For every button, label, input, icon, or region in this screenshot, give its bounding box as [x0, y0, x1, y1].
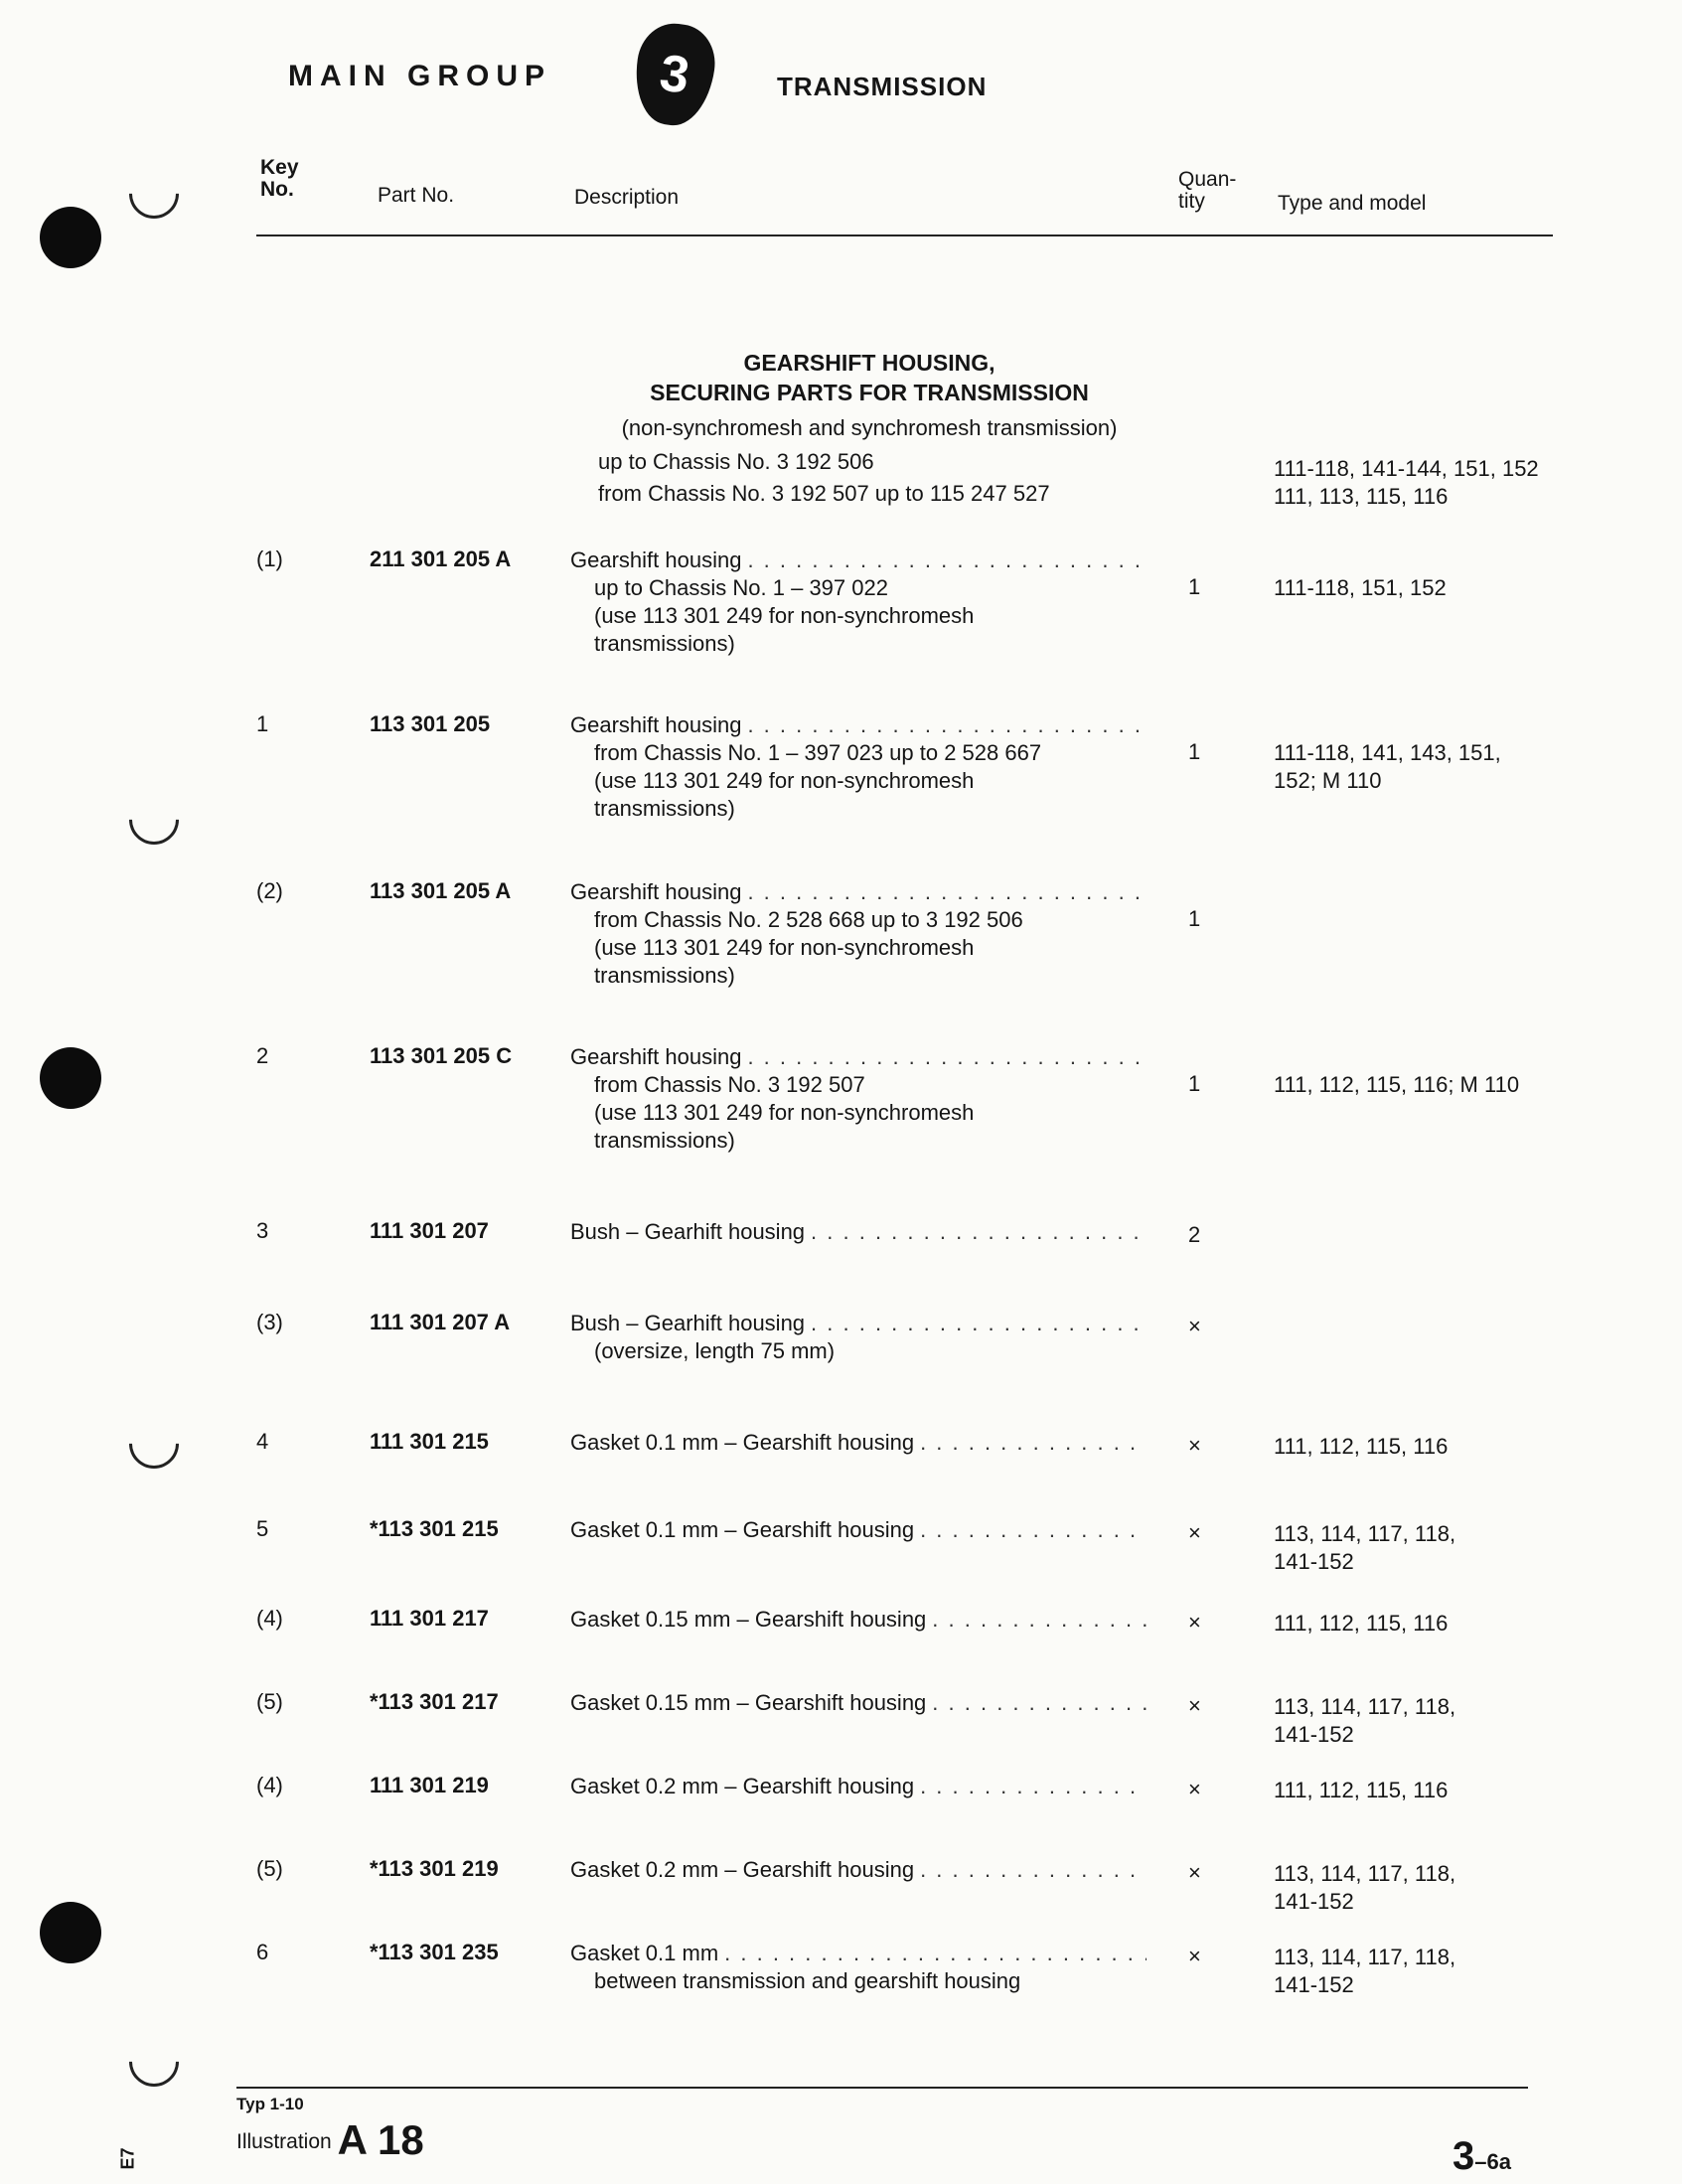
quantity: × [1188, 1314, 1201, 1338]
quantity: × [1188, 1433, 1201, 1458]
type-model-line: 141-152 [1274, 1889, 1354, 1914]
type-model-line: 111, 112, 115, 116 [1274, 1611, 1449, 1636]
type-model-line: 111-118, 151, 152 [1274, 575, 1447, 600]
table-row [0, 711, 1682, 851]
quantity: 1 [1188, 739, 1201, 764]
quantity: × [1188, 1860, 1201, 1885]
footer-rule [236, 2087, 1528, 2089]
description-detail: (oversize, length 75 mm) [594, 1338, 836, 1363]
col-type-model: Type and model [1278, 192, 1427, 215]
description-detail: from Chassis No. 1 – 397 023 up to 2 528 667 [594, 740, 1042, 765]
description-detail: from Chassis No. 3 192 507 [594, 1072, 865, 1097]
section-title-1: GEARSHIFT HOUSING, [743, 350, 995, 376]
part-number: 113 301 205 A [370, 878, 512, 903]
description-text: Gasket 0.1 mm – Gearshift housing [570, 1517, 915, 1542]
table-row [0, 878, 1682, 1017]
key-number: (4) [256, 1773, 283, 1797]
part-number: 111 301 219 [370, 1773, 489, 1797]
key-number: (4) [256, 1606, 283, 1631]
part-number: 211 301 205 A [370, 546, 512, 571]
description-detail: (use 113 301 249 for non-synchromesh [594, 1100, 975, 1125]
key-number: (3) [256, 1310, 283, 1334]
quantity: 1 [1188, 906, 1201, 931]
part-number: *113 301 217 [370, 1689, 499, 1714]
dot-leader [747, 711, 1147, 739]
col-key-no: Key No. [260, 156, 299, 201]
type-model [1274, 1610, 1448, 1638]
type-model-line: 152; M 110 [1274, 768, 1382, 793]
type-model [1274, 1071, 1519, 1099]
description [570, 1689, 1147, 1717]
quantity: × [1188, 1693, 1201, 1718]
footer-illustration: Illustration A 18 [236, 2116, 424, 2163]
description [570, 878, 1147, 990]
dot-leader [920, 1856, 1147, 1884]
part-number: 111 301 215 [370, 1429, 489, 1454]
key-number: (1) [256, 546, 283, 571]
description-detail: transmissions) [594, 1128, 735, 1153]
quantity: × [1188, 1610, 1201, 1635]
table-row [0, 1310, 1682, 1449]
type-model-line: 141-152 [1274, 1549, 1354, 1574]
type-model-line: 111-118, 141, 143, 151, [1274, 740, 1501, 765]
type-model [1274, 574, 1447, 602]
description-detail: between transmission and gearshift housing [594, 1968, 1021, 1993]
description-detail: transmissions) [594, 796, 735, 821]
type-model-line: 141-152 [1274, 1972, 1354, 1997]
description-detail: from Chassis No. 2 528 668 up to 3 192 506 [594, 907, 1023, 932]
col-part-no: Part No. [378, 184, 455, 207]
key-number: 3 [256, 1218, 269, 1243]
description-detail: up to Chassis No. 1 – 397 022 [594, 575, 888, 600]
type-model [1274, 1777, 1448, 1804]
type-model-line: 141-152 [1274, 1722, 1354, 1747]
description-text: Gearshift housing [570, 547, 742, 572]
type-model-line: 111, 112, 115, 116 [1274, 1434, 1449, 1459]
margin-mark: E7 [117, 2147, 138, 2170]
description [570, 1516, 1147, 1544]
part-number: 113 301 205 [370, 711, 491, 736]
key-number: 2 [256, 1043, 269, 1068]
description-detail: (use 113 301 249 for non-synchromesh [594, 935, 975, 960]
description-text: Gasket 0.15 mm – Gearshift housing [570, 1607, 927, 1632]
part-number: *113 301 235 [370, 1940, 499, 1964]
type-model [1274, 1693, 1455, 1749]
section-chassis-1: up to Chassis No. 3 192 506 [598, 449, 874, 474]
dot-leader [747, 1043, 1147, 1071]
description [570, 546, 1147, 658]
type-model [1274, 1433, 1448, 1461]
description [570, 1856, 1147, 1884]
quantity: 1 [1188, 1071, 1201, 1096]
description [570, 1773, 1147, 1800]
key-number: 4 [256, 1429, 269, 1454]
description-detail: (use 113 301 249 for non-synchromesh [594, 768, 975, 793]
section-note: (non-synchromesh and synchromesh transmission) [621, 415, 1118, 440]
description-text: Gasket 0.2 mm – Gearshift housing [570, 1857, 915, 1882]
type-model [1274, 1944, 1455, 1999]
description [570, 1940, 1147, 1995]
description-text: Gasket 0.15 mm – Gearshift housing [570, 1690, 927, 1715]
binder-hole [40, 207, 101, 268]
dot-leader [932, 1689, 1147, 1717]
quantity: × [1188, 1520, 1201, 1545]
description [570, 1606, 1147, 1634]
part-number: *113 301 219 [370, 1856, 499, 1881]
description [570, 1429, 1147, 1457]
table-row [0, 1940, 1682, 2079]
dot-leader [747, 546, 1147, 574]
description [570, 711, 1147, 823]
quantity: × [1188, 1944, 1201, 1968]
key-number: (5) [256, 1689, 283, 1714]
type-model-line: 111, 112, 115, 116 [1274, 1778, 1449, 1802]
binder-ring-mark [119, 159, 190, 230]
dot-leader [920, 1773, 1147, 1800]
dot-leader [920, 1429, 1147, 1457]
description-text: Gearshift housing [570, 1044, 742, 1069]
key-number: (2) [256, 878, 283, 903]
col-quantity: Quan- tity [1178, 168, 1237, 213]
section-chassis-2: from Chassis No. 3 192 507 up to 115 247 527 [598, 481, 1050, 506]
type-model-line: 111, 112, 115, 116; M 110 [1274, 1072, 1520, 1097]
section-models-1: 111-118, 141-144, 151, 152 [1274, 456, 1539, 481]
dot-leader [932, 1606, 1147, 1634]
part-number: 113 301 205 C [370, 1043, 513, 1068]
description-detail: transmissions) [594, 631, 735, 656]
part-number: *113 301 215 [370, 1516, 499, 1541]
quantity: × [1188, 1777, 1201, 1801]
main-group-label: MAIN GROUP [288, 60, 551, 92]
type-model-line: 113, 114, 117, 118, [1274, 1945, 1456, 1969]
header-rule [256, 234, 1553, 236]
key-number: (5) [256, 1856, 283, 1881]
dot-leader [724, 1940, 1147, 1967]
description-text: Bush – Gearhift housing [570, 1311, 806, 1335]
type-model [1274, 1860, 1455, 1916]
description [570, 1218, 1147, 1246]
type-model-line: 113, 114, 117, 118, [1274, 1521, 1456, 1546]
description [570, 1043, 1147, 1155]
group-number-badge: 3 [629, 19, 719, 130]
dot-leader [747, 878, 1147, 906]
table-row [0, 546, 1682, 686]
dot-leader [920, 1516, 1147, 1544]
section-heading: TRANSMISSION [777, 72, 988, 101]
footer-typ: Typ 1-10 [236, 2095, 304, 2113]
page-number: 3–6a [1453, 2134, 1511, 2178]
description-text: Gearshift housing [570, 879, 742, 904]
key-number: 1 [256, 711, 269, 736]
description-detail: (use 113 301 249 for non-synchromesh [594, 603, 975, 628]
type-model [1274, 739, 1501, 795]
part-number: 111 301 207 [370, 1218, 489, 1243]
description-detail: transmissions) [594, 963, 735, 988]
description-text: Gearshift housing [570, 712, 742, 737]
type-model-line: 113, 114, 117, 118, [1274, 1861, 1456, 1886]
key-number: 5 [256, 1516, 269, 1541]
description-text: Gasket 0.2 mm – Gearshift housing [570, 1774, 915, 1798]
type-model-line: 113, 114, 117, 118, [1274, 1694, 1456, 1719]
description-text: Gasket 0.1 mm – Gearshift housing [570, 1430, 915, 1455]
section-models-2: 111, 113, 115, 116 [1274, 484, 1449, 509]
quantity: 2 [1188, 1222, 1201, 1247]
description [570, 1310, 1147, 1365]
section-title-2: SECURING PARTS FOR TRANSMISSION [650, 380, 1089, 405]
type-model [1274, 1520, 1455, 1576]
dot-leader [811, 1218, 1147, 1246]
key-number: 6 [256, 1940, 269, 1964]
description-text: Bush – Gearhift housing [570, 1219, 806, 1244]
table-row [0, 1043, 1682, 1182]
part-number: 111 301 207 A [370, 1310, 511, 1334]
col-description: Description [574, 186, 680, 209]
part-number: 111 301 217 [370, 1606, 489, 1631]
quantity: 1 [1188, 574, 1201, 599]
dot-leader [811, 1310, 1147, 1337]
description-text: Gasket 0.1 mm [570, 1941, 719, 1965]
illustration-number: A 18 [337, 2116, 424, 2163]
